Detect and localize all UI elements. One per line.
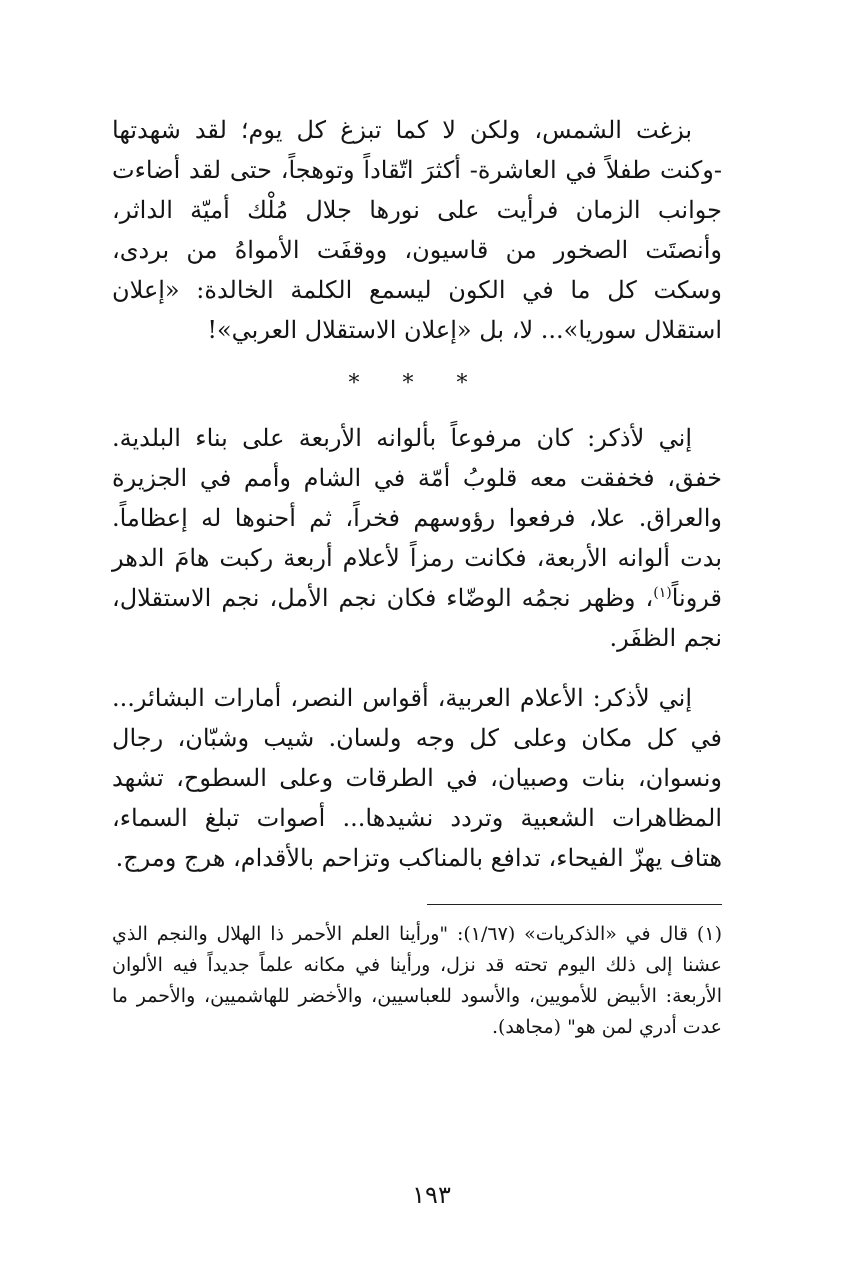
section-separator: * * * [348,371,486,396]
paragraph-text: إني لأذكر: الأعلام العربية، أقواس النصر، أمارات البشائر... في كل مكان وعلى كل وجه ولسان. شيب وشبّان، رجال ونسوان، بنات وصبيان، في الطرقات وعلى السطوح، تشهد المظاهرات الشعبية وتردد نشيدها... أصوات تبلغ السماء، هتاف يهزّ الفيحاء، تدافع بالمناكب وتزاحم بالأقدام، هرج ومرج. [112,684,722,872]
paragraph-text-continued: ، وظهر نجمُه الوضّاء فكان نجم الأمل، نجم الاستقلال، نجم الظفَر. [112,584,722,652]
paragraph-celebrations [112,678,722,878]
footnote-reference[interactable]: (١) [653,585,672,601]
footnote-divider [427,904,722,905]
book-page [112,110,722,1210]
page-number: ١٩٣ [412,1181,451,1209]
paragraph-text: إني لأذكر: كان مرفوعاً بألوانه الأربعة على بناء البلدية. خفق، فخفقت معه قلوبُ أمّة في الشام وأمم في الجزيرة والعراق. علا، فرفعوا رؤوسهم فخراً، ثم أحنوها له إعظاماً. بدت ألوانه الأربعة، فكانت رمزاً لأعلام أربعة ركبت هامَ الدهر قروناً [112,424,723,612]
paragraph-text: بزغت الشمس، ولكن لا كما تبزغ كل يوم؛ لقد شهدتها -وكنت طفلاً في العاشرة- أكثرَ اتّقاداً وتوهجاً، حتى لقد أضاءت جوانب الزمان فرأيت على نورها جلال مُلْك أميّة الداثر، وأنصتَت الصخور من قاسيون، ووقفَت الأمواهُ من بردى، وسكت كل ما في الكون ليسمع الكلمة الخالدة: «إعلان استقلال سوريا»... لا، بل «إعلان الاستقلال العربي»! [112,116,722,344]
paragraph-sunrise [112,110,722,350]
paragraph-flag [112,418,722,658]
footnote: (١) قال في «الذكريات» (١/٦٧): "ورأينا العلم الأحمر ذا الهلال والنجم الذي عشنا إلى ذلك اليوم تحته قد نزل، ورأينا في مكانه علماً جديداً فيه الألوان الأربعة: الأبيض للأمويين، والأسود للعباسيين، والأخضر للهاشميين، والأحمر ما عدت أدري لمن هو" (مجاهد). [112,923,722,1038]
